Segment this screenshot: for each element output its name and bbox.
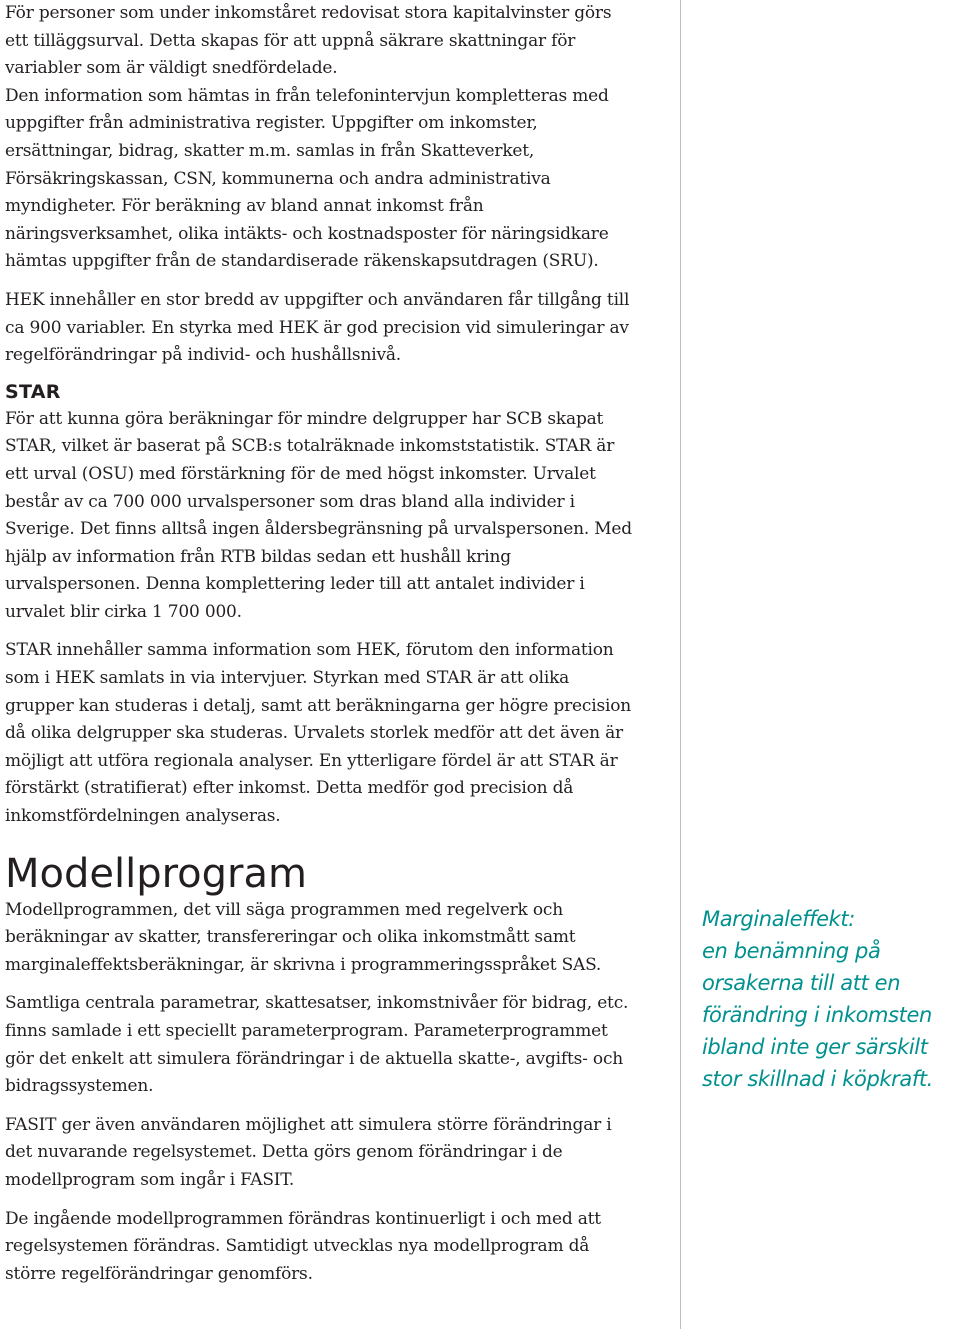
chapter-heading-modellprogram: Modellprogram xyxy=(5,850,307,897)
margin-note-line: en benämning på xyxy=(702,939,881,963)
margin-note-line: ibland inte ger särskilt xyxy=(702,1035,928,1059)
margin-note-line: förändring i inkomsten xyxy=(702,1003,932,1027)
margin-note xyxy=(702,903,960,1095)
modellprogram-paragraph-4: De ingående modellprogrammen förändras kontinuerligt i och med att regelsystemen förändras. Samtidigt utvecklas nya modellprogram då större regelförändringar genomförs. xyxy=(5,1208,601,1284)
modellprogram-paragraph-1: Modellprogrammen, det vill säga programmen med regelverk och beräkningar av skatter, transfereringar och olika inkomstmått samt marginaleffektsberäkningar, är skrivna i programmeringsspråket SAS. xyxy=(5,899,602,975)
star-paragraph-1: För att kunna göra beräkningar för mindre delgrupper har SCB skapat STAR, vilket är baserat på SCB:s totalräknade inkomststatistik. STAR är ett urval (OSU) med förstärkning för de med högst inkomster. Urvalet består av ca 700 000 urvalspersoner som dras bland alla individer i Sverige. Det finns alltså ingen åldersbegränsning på urvalspersonen. Med hjälp av information från RTB bildas sedan ett hushåll kring urvalspersonen. Denna komplettering leder till att antalet individer i urvalet blir cirka 1 700 000. xyxy=(5,408,632,622)
intro-paragraph-1: För personer som under inkomståret redovisat stora kapitalvinster görs ett tilläggsurval. Detta skapas för att uppnå säkrare skattningar för variabler som är väldigt snedfördelade. xyxy=(5,3,612,79)
margin-note-line: Marginaleffekt: xyxy=(702,907,855,931)
modellprogram-paragraph-3: FASIT ger även användaren möjlighet att simulera större förändringar i det nuvarande regelsystemet. Detta görs genom förändringar i de modellprogram som ingår i FASIT. xyxy=(5,1114,612,1190)
intro-paragraph-3: HEK innehåller en stor bredd av uppgifter och användaren får tillgång till ca 900 variabler. En styrka med HEK är god precision vid simuleringar av regelförändringar på individ- och hushållsnivå. xyxy=(5,289,630,366)
section-heading-star: STAR xyxy=(5,380,61,403)
column-divider xyxy=(680,0,681,1329)
modellprogram-paragraph-2: Samtliga centrala parametrar, skattesatser, inkomstnivåer för bidrag, etc. finns samlade i ett speciellt parameterprogram. Parameterprogrammet gör det enkelt att simulera förändringar i de aktuella skatte-, avgifts- och bidragssystemen. xyxy=(5,993,629,1097)
star-paragraph-2: STAR innehåller samma information som HEK, förutom den information som i HEK samlats in via intervjuer. Styrkan med STAR är att olika grupper kan studeras i detalj, samt att beräkningarna ger högre precision då olika delgrupper ska studeras. Urvalets storlek medför att det även är möjligt att utföra regionala analyser. En ytterligare fördel är att STAR är förstärkt (stratifierat) efter inkomst. Detta medför god precision då inkomstfördelningen analyseras. xyxy=(5,640,631,827)
intro-paragraph-2: Den information som hämtas in från telefonintervjun kompletteras med uppgifter från administrativa register. Uppgifter om inkomster, ersättningar, bidrag, skatter m.m. samlas in från Skatteverket, Försäkringskassan, CSN, kommunerna och andra administrativa myndigheter. För beräkning av bland annat inkomst från näringsverksamhet, olika intäkts- och kostnadsposter för näringsidkare hämtas uppgifter från de standardiserade räkenskapsutdragen (SRU). xyxy=(5,85,609,272)
main-column xyxy=(5,0,635,1288)
margin-note-line: orsakerna till att en xyxy=(702,971,901,995)
margin-note-line: stor skillnad i köpkraft. xyxy=(702,1067,933,1091)
